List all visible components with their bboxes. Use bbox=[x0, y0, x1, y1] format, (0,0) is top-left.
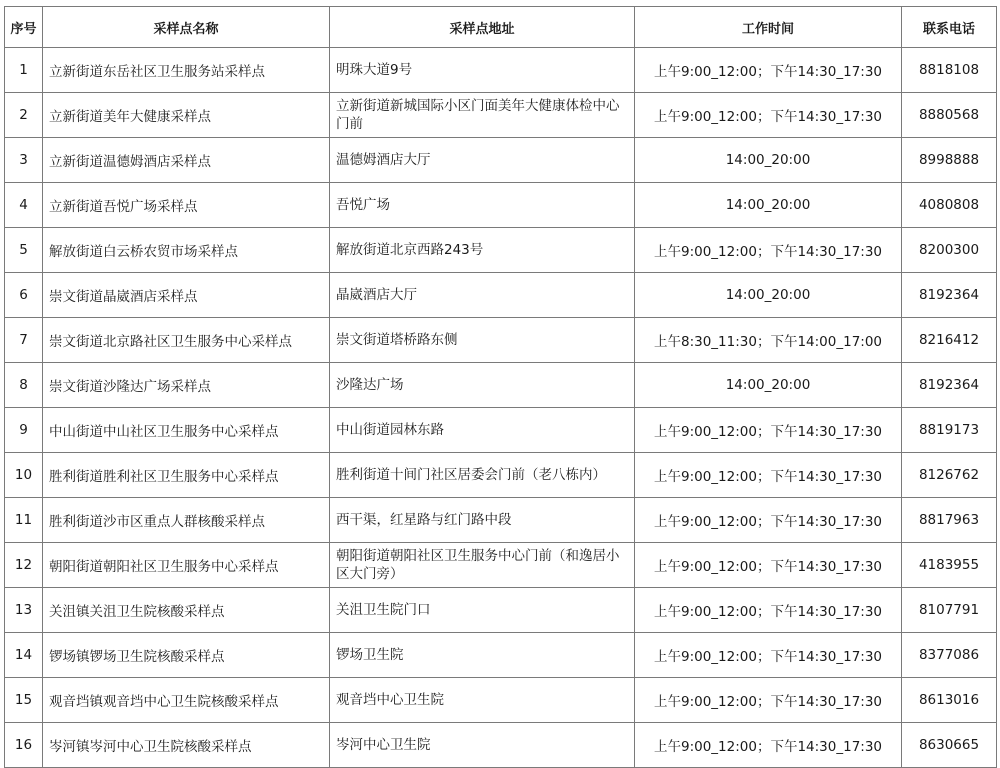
table-row bbox=[5, 633, 997, 678]
phone-number: 8998888 bbox=[902, 138, 997, 183]
row-index: 16 bbox=[5, 723, 43, 768]
site-address: 立新街道新城国际小区门面美年大健康体检中心门前 bbox=[330, 93, 635, 138]
site-name: 中山街道中山社区卫生服务中心采样点 bbox=[43, 408, 330, 453]
table-row bbox=[5, 453, 997, 498]
working-hours: 上午9:00_12:00；下午14:30_17:30 bbox=[635, 588, 902, 633]
sampling-sites-sheet bbox=[4, 6, 996, 753]
table-row bbox=[5, 228, 997, 273]
phone-number: 4080808 bbox=[902, 183, 997, 228]
phone-number: 4183955 bbox=[902, 543, 997, 588]
header-phone: 联系电话 bbox=[902, 7, 997, 48]
working-hours: 上午8:30_11:30；下午14:00_17:00 bbox=[635, 318, 902, 363]
working-hours: 上午9:00_12:00；下午14:30_17:30 bbox=[635, 633, 902, 678]
site-address: 温德姆酒店大厅 bbox=[330, 138, 635, 183]
phone-number: 8192364 bbox=[902, 363, 997, 408]
phone-number: 8107791 bbox=[902, 588, 997, 633]
table-row bbox=[5, 363, 997, 408]
header-index: 序号 bbox=[5, 7, 43, 48]
table-row bbox=[5, 723, 997, 768]
header-site-address: 采样点地址 bbox=[330, 7, 635, 48]
site-name: 岑河镇岑河中心卫生院核酸采样点 bbox=[43, 723, 330, 768]
working-hours: 上午9:00_12:00；下午14:30_17:30 bbox=[635, 48, 902, 93]
table-row bbox=[5, 588, 997, 633]
site-name: 观音垱镇观音垱中心卫生院核酸采样点 bbox=[43, 678, 330, 723]
site-name: 立新街道东岳社区卫生服务站采样点 bbox=[43, 48, 330, 93]
row-index: 2 bbox=[5, 93, 43, 138]
sampling-sites-table bbox=[4, 6, 997, 768]
table-body bbox=[5, 48, 997, 768]
phone-number: 8216412 bbox=[902, 318, 997, 363]
site-address: 崇文街道塔桥路东侧 bbox=[330, 318, 635, 363]
phone-number: 8818108 bbox=[902, 48, 997, 93]
site-address: 锣场卫生院 bbox=[330, 633, 635, 678]
phone-number: 8377086 bbox=[902, 633, 997, 678]
site-name: 锣场镇锣场卫生院核酸采样点 bbox=[43, 633, 330, 678]
table-row bbox=[5, 93, 997, 138]
working-hours: 上午9:00_12:00；下午14:30_17:30 bbox=[635, 408, 902, 453]
site-name: 崇文街道北京路社区卫生服务中心采样点 bbox=[43, 318, 330, 363]
table-row bbox=[5, 318, 997, 363]
row-index: 14 bbox=[5, 633, 43, 678]
site-address: 岑河中心卫生院 bbox=[330, 723, 635, 768]
table-row bbox=[5, 678, 997, 723]
site-name: 关沮镇关沮卫生院核酸采样点 bbox=[43, 588, 330, 633]
phone-number: 8200300 bbox=[902, 228, 997, 273]
site-address: 吾悦广场 bbox=[330, 183, 635, 228]
working-hours: 14:00_20:00 bbox=[635, 183, 902, 228]
working-hours: 14:00_20:00 bbox=[635, 273, 902, 318]
header-working-hours: 工作时间 bbox=[635, 7, 902, 48]
site-address: 关沮卫生院门口 bbox=[330, 588, 635, 633]
site-address: 胜利街道十间门社区居委会门前（老八栋内） bbox=[330, 453, 635, 498]
working-hours: 14:00_20:00 bbox=[635, 138, 902, 183]
site-address: 沙隆达广场 bbox=[330, 363, 635, 408]
working-hours: 上午9:00_12:00；下午14:30_17:30 bbox=[635, 453, 902, 498]
phone-number: 8817963 bbox=[902, 498, 997, 543]
header-site-name: 采样点名称 bbox=[43, 7, 330, 48]
table-row bbox=[5, 408, 997, 453]
site-address: 中山街道园林东路 bbox=[330, 408, 635, 453]
table-row bbox=[5, 183, 997, 228]
working-hours: 上午9:00_12:00；下午14:30_17:30 bbox=[635, 723, 902, 768]
row-index: 1 bbox=[5, 48, 43, 93]
phone-number: 8819173 bbox=[902, 408, 997, 453]
phone-number: 8630665 bbox=[902, 723, 997, 768]
site-name: 立新街道温德姆酒店采样点 bbox=[43, 138, 330, 183]
row-index: 5 bbox=[5, 228, 43, 273]
phone-number: 8613016 bbox=[902, 678, 997, 723]
site-name: 解放街道白云桥农贸市场采样点 bbox=[43, 228, 330, 273]
site-address: 晶崴酒店大厅 bbox=[330, 273, 635, 318]
site-name: 胜利街道胜利社区卫生服务中心采样点 bbox=[43, 453, 330, 498]
site-name: 朝阳街道朝阳社区卫生服务中心采样点 bbox=[43, 543, 330, 588]
row-index: 4 bbox=[5, 183, 43, 228]
phone-number: 8880568 bbox=[902, 93, 997, 138]
table-row bbox=[5, 48, 997, 93]
phone-number: 8126762 bbox=[902, 453, 997, 498]
site-address: 朝阳街道朝阳社区卫生服务中心门前（和逸居小区大门旁） bbox=[330, 543, 635, 588]
row-index: 10 bbox=[5, 453, 43, 498]
table-header bbox=[5, 7, 997, 48]
site-name: 立新街道吾悦广场采样点 bbox=[43, 183, 330, 228]
table-row bbox=[5, 273, 997, 318]
phone-number: 8192364 bbox=[902, 273, 997, 318]
header-row bbox=[5, 7, 997, 48]
row-index: 3 bbox=[5, 138, 43, 183]
site-name: 胜利街道沙市区重点人群核酸采样点 bbox=[43, 498, 330, 543]
table-row bbox=[5, 138, 997, 183]
row-index: 8 bbox=[5, 363, 43, 408]
row-index: 15 bbox=[5, 678, 43, 723]
row-index: 11 bbox=[5, 498, 43, 543]
site-address: 观音垱中心卫生院 bbox=[330, 678, 635, 723]
site-name: 崇文街道沙隆达广场采样点 bbox=[43, 363, 330, 408]
site-address: 西干渠，红星路与红门路中段 bbox=[330, 498, 635, 543]
row-index: 6 bbox=[5, 273, 43, 318]
site-name: 崇文街道晶崴酒店采样点 bbox=[43, 273, 330, 318]
working-hours: 上午9:00_12:00；下午14:30_17:30 bbox=[635, 228, 902, 273]
working-hours: 上午9:00_12:00；下午14:30_17:30 bbox=[635, 498, 902, 543]
working-hours: 14:00_20:00 bbox=[635, 363, 902, 408]
table-row bbox=[5, 498, 997, 543]
row-index: 13 bbox=[5, 588, 43, 633]
site-address: 解放街道北京西路243号 bbox=[330, 228, 635, 273]
row-index: 12 bbox=[5, 543, 43, 588]
working-hours: 上午9:00_12:00；下午14:30_17:30 bbox=[635, 543, 902, 588]
table-row bbox=[5, 543, 997, 588]
row-index: 9 bbox=[5, 408, 43, 453]
site-address: 明珠大道9号 bbox=[330, 48, 635, 93]
site-name: 立新街道美年大健康采样点 bbox=[43, 93, 330, 138]
working-hours: 上午9:00_12:00；下午14:30_17:30 bbox=[635, 678, 902, 723]
row-index: 7 bbox=[5, 318, 43, 363]
working-hours: 上午9:00_12:00；下午14:30_17:30 bbox=[635, 93, 902, 138]
